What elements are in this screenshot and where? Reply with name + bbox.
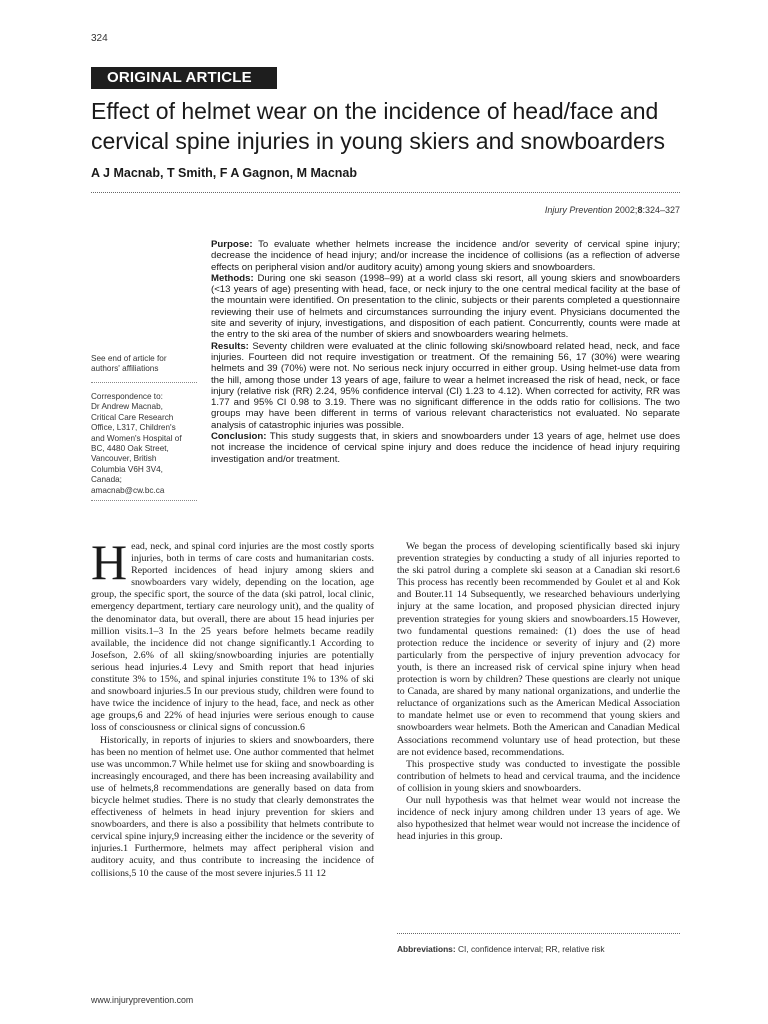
body-paragraph: We began the process of developing scientifically based ski injury prevention strategies by conducting a study of all injuries reported to the ski patrol during a complete ski season at a Canadian ski resort.6 This process has recently been recommended by Goulet et al and Kok and Bouter.11 14 Subsequently, we researched behaviours underlying injury at the same location, and proposed physician directed injury prevention strategies for young skiers and snowboarders.15 However, two fundamental questions remained: (1) does the use of head protection reduce the incidence or severity of injury and (2) more particularly from the perspective of injury prevention advocacy for youth, is there an increased risk of cervical spine injury when head protection is worn by children? These questions are clearly not unique to Canada, are shared by many national organizations, and underlie the reluctance of organizations such as the American Medical Association to mandate helmet use or even to recommend that young skiers and snowboarders wear helmets. Both the American and Canadian Medical Associations recommend voluntary use of head protection, but these are not evidence based, recommendations. [397,541,680,758]
correspondence-line: Correspondence to: [91,392,163,401]
article-title [91,96,731,156]
abbreviations-text: CI, confidence interval; RR, relative risk [457,944,605,954]
title-line: Effect of helmet wear on the incidence of head/face and [91,98,659,124]
abbreviations-divider [397,933,680,934]
journal-citation [545,205,680,215]
header-divider [91,192,680,193]
correspondence-line: Office, L317, Children's [91,423,176,433]
body-column-left [91,534,374,880]
results-label: Results: [211,340,249,352]
body-paragraph: This prospective study was conducted to investigate the possible contribution of helmets to head and cervical trauma, and the incidence of collision in young skiers and snowboarders. [397,758,680,794]
abstract-methods [211,273,680,341]
correspondence-line: BC, 4480 Oak Street, [91,444,169,454]
body-paragraph: ead, neck, and spinal cord injuries are the most costly sports injuries, both in terms of care costs and humanitarian costs. Reported incidences of head injury among skiers and snowboarders vary widely, depending on the location, age group, the specific sport, the source of the data (ski patrol, local clinic, emergency department, tertiary care neurology unit), and the quality of the denominator data, but overall, there are about 15 head injuries per million visits.1–3 In the 25 years before helmets became readily available, the incidence did not change significantly.1 According to Josefson, 2.6% of all skiing/snowboarding injuries are potentially serious head injuries.4 Levy and Smith report that head injuries constitute 3% to 15%, and spinal injuries constitute 1% to 13% of ski and snowboard injuries.5 In our previous study, children were found to have twice the incidence of injury to the head, face, and neck as other age groups,6 and 22% of head injuries were serious enough to cause loss of consciousness or clinical signs of concussion.6 [91,541,374,734]
affiliations-note: See end of article for authors' affiliations [91,354,167,374]
abstract-results [211,341,680,431]
correspondence-line: Critical Care Research [91,412,174,422]
page-number: 324 [91,33,108,44]
correspondence-line: Columbia V6H 3V4, [91,464,163,474]
abstract-conclusion [211,431,680,465]
results-text: Seventy children were evaluated at the clinic following ski/snowboard related head, neck, and face injuries. Fourteen did not require investigation or treatment. Of the remaining 56, 17 (30%) were wearing helmets and 39 (70%) were not. No serious neck injury occurred in either group. Using helmet-use data from the hill, among those under 13 years of age, failure to wear a helmet increased the risk of head, neck, or face injury (relative risk (RR) 2.24, 95% confidence interval (CI) 1.23 to 4.12). When corrected for activity, RR was 1.77 and 95% CI 0.98 to 3.19. There was no significant difference in the odds ratio for collisions. The two groups may have been different in terms of various relevant characteristics not evaluated. No separate analysis of catastrophic injuries was possible. [211,340,680,431]
methods-label: Methods: [211,272,254,284]
journal-name: Injury Prevention [544,205,613,215]
article-type-banner: ORIGINAL ARTICLE [91,67,277,89]
conclusion-label: Conclusion: [211,431,267,443]
sidebar-divider [91,382,197,383]
correspondence-line: Dr Andrew Macnab, [91,402,163,412]
title-line: cervical spine injuries in young skiers and snowboarders [91,128,666,154]
abstract [211,239,680,465]
drop-cap: H [91,534,128,590]
purpose-label: Purpose: [211,239,253,250]
citation-pages: :324–327 [642,205,680,215]
body-paragraph: Our null hypothesis was that helmet wear would not increase the incidence of neck injury among children under 13 years of age. We also hypothesized that helmet wear would not increase the incidence of head injuries in this group. [397,794,680,843]
sidebar-divider [91,500,197,501]
body-paragraph: Historically, in reports of injuries to skiers and snowboarders, there has been no mention of helmet use. One author commented that helmet use was uncommon.7 While helmet use for skiing and snowboarding is increasingly encouraged, and there has been increasing availability and use of helmets,8 recommendations are generally based on data from bicycle helmet studies. There is no study that clearly demonstrates the effectiveness of helmets in head injury prevention for skiers and snowboarders, and there is also a possibility that helmets contribute to cervical spine injury,9 increasing either the incidence or the severity of injuries.1 Furthermore, helmets may affect peripheral vision and auditory acuity, and thus contribute to increasing the incidence of collisions,5 10 the cause of the most severe injuries.5 11 12 [91,734,374,879]
purpose-text: To evaluate whether helmets increase the incidence and/or severity of cervical spine injury; decrease the incidence of head injury; and/or increase the incidence of collisions (as a reflection of adverse effects on peripheral vision and/or auditory acuity) among young skiers and snowboarders. [211,239,680,273]
author-list: A J Macnab, T Smith, F A Gagnon, M Macnab [91,166,357,180]
correspondence-line: Canada; [91,475,122,485]
correspondence-line: and Women's Hospital of [91,433,182,443]
abbreviations-label: Abbreviations: [397,944,456,954]
abbreviations-box [397,944,680,954]
methods-text: During one ski season (1998–99) at a world class ski resort, all young skiers and snowboarders (<13 years of age) presenting with head, face, or neck injury to the one central medical facility at the base of the mountain were identified. On presentation to the clinic, subjects or their parents completed a questionnaire reviewing their use of helmets and circumstances surrounding the injury event. Physicians documented the site and severity of injury, investigations, and disposition of each patient. Concurrently, counts were made at the entry to the ski area of the number of skiers and snowboarders wearing helmets. [211,272,680,341]
footer-url[interactable]: www.injuryprevention.com [91,995,194,1005]
abstract-purpose [211,239,680,273]
correspondence-block [91,392,197,496]
correspondence-email[interactable]: amacnab@cw.bc.ca [91,485,165,495]
citation-year: 2002; [614,205,638,215]
body-column-right [397,541,680,843]
conclusion-text: This study suggests that, in skiers and snowboarders under 13 years of age, helmet use does not increase the incidence of cervical spine injury and does reduce the incidence of head injury requiring investigation and/or treatment. [211,431,680,465]
citation-volume: 8 [637,205,643,215]
correspondence-line: Vancouver, British [91,454,157,464]
